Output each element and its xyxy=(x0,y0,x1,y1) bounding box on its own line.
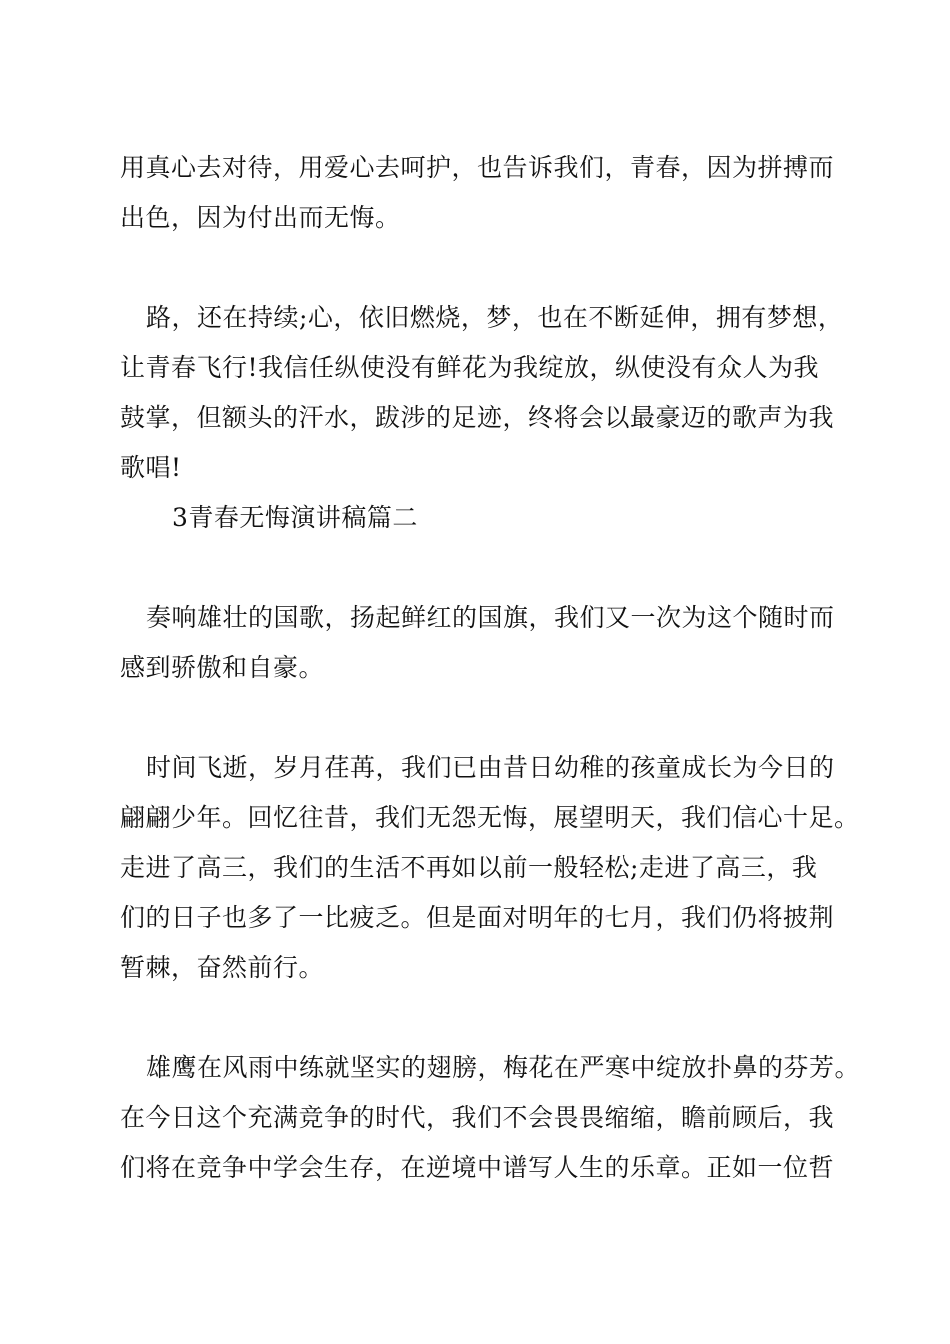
paragraph-2-line-4: 歌唱! xyxy=(120,453,182,482)
paragraph-2-line-1: 路，还在持续;心，依旧燃烧，梦，也在不断延伸，拥有梦想， xyxy=(146,303,844,332)
paragraph-4-line-3: 走进了高三，我们的生活不再如以前一般轻松;走进了高三，我 xyxy=(120,853,818,882)
paragraph-4-line-2: 翩翩少年。回忆往昔，我们无怨无悔，展望明天，我们信心十足。 xyxy=(120,803,860,832)
paragraph-1-line-1: 用真心去对待，用爱心去呵护，也告诉我们，青春，因为拼搏而 xyxy=(120,153,835,182)
paragraph-2-line-3: 鼓掌，但额头的汗水，跋涉的足迹，终将会以最豪迈的歌声为我 xyxy=(120,403,835,432)
paragraph-3-line-1: 奏响雄壮的国歌，扬起鲜红的国旗，我们又一次为这个随时而 xyxy=(146,603,835,632)
paragraph-5-line-2: 在今日这个充满竞争的时代，我们不会畏畏缩缩，瞻前顾后，我 xyxy=(120,1103,835,1132)
paragraph-1-line-2: 出色，因为付出而无悔。 xyxy=(120,203,401,232)
paragraph-4-line-5: 暂棘，奋然前行。 xyxy=(120,953,325,982)
paragraph-4-line-4: 们的日子也多了一比疲乏。但是面对明年的七月，我们仍将披荆 xyxy=(120,903,835,932)
paragraph-2-line-2: 让青春飞行!我信任纵使没有鲜花为我绽放，纵使没有众人为我 xyxy=(120,353,820,382)
paragraph-5-line-3: 们将在竞争中学会生存，在逆境中谱写人生的乐章。正如一位哲 xyxy=(120,1153,835,1182)
section-heading: 3青春无悔演讲稿篇二 xyxy=(172,503,418,532)
paragraph-5-line-1: 雄鹰在风雨中练就坚实的翅膀，梅花在严寒中绽放扑鼻的芬芳。 xyxy=(146,1053,861,1082)
paragraph-3-line-2: 感到骄傲和自豪。 xyxy=(120,653,325,682)
paragraph-4-line-1: 时间飞逝，岁月荏苒，我们已由昔日幼稚的孩童成长为今日的 xyxy=(146,753,835,782)
